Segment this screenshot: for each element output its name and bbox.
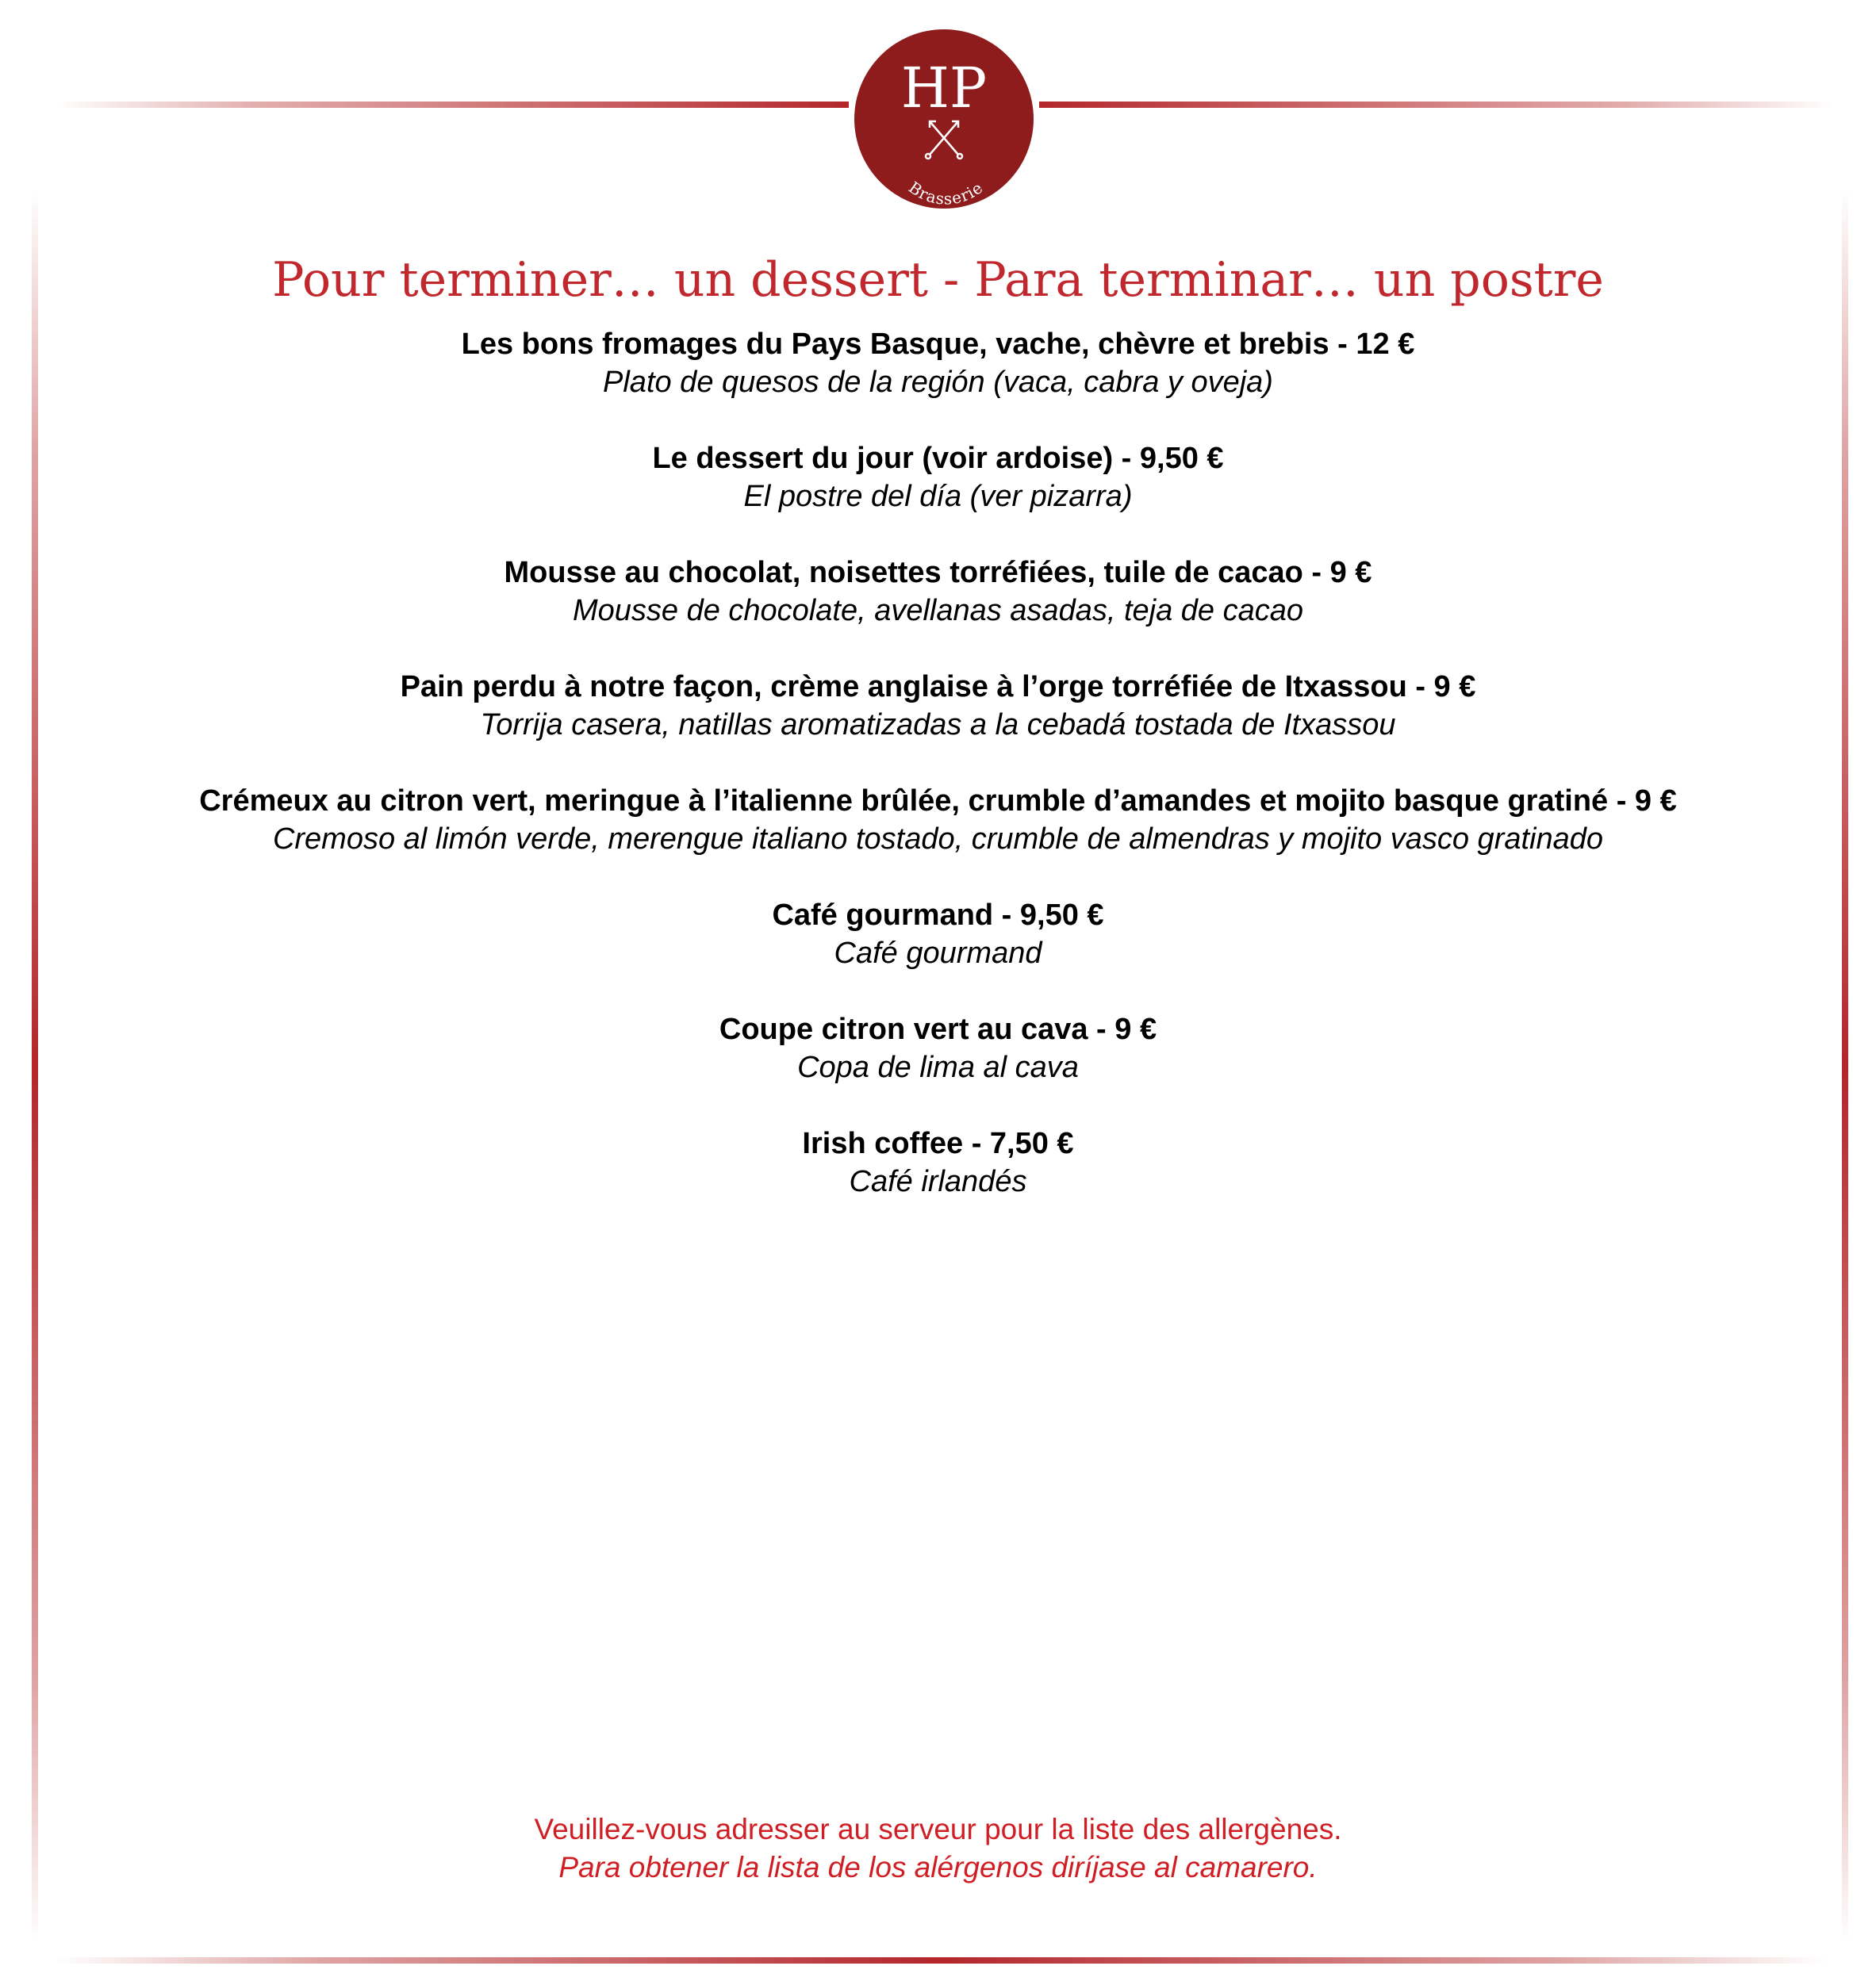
- menu-item: [0, 554, 1876, 668]
- item-description: Copa de lima al cava: [797, 1051, 1079, 1084]
- menu-item: [0, 1010, 1876, 1125]
- brasserie-logo: [853, 28, 1035, 210]
- item-description: Cremoso al limón verde, merengue italiano tostado, crumble de almendras y mojito vasco gratinado: [272, 822, 1604, 856]
- allergen-notice-fr: Veuillez-vous adresser au serveur pour la liste des allergènes.: [534, 1813, 1342, 1845]
- item-description: Café irlandés: [849, 1165, 1027, 1198]
- allergen-notice-es: Para obtener la lista de los alérgenos diríjase al camarero.: [558, 1851, 1318, 1883]
- item-name: Les bons fromages du Pays Basque, vache, chèvre et brebis - 12 €: [461, 328, 1415, 361]
- allergen-notice: [0, 1811, 1876, 1887]
- logo-subtitle: Brasserie: [905, 178, 987, 209]
- item-name: Café gourmand - 9,50 €: [772, 899, 1104, 932]
- menu-item: [0, 1125, 1876, 1239]
- item-name: Coupe citron vert au cava - 9 €: [719, 1013, 1157, 1046]
- item-description: El postre del día (ver pizarra): [743, 480, 1133, 513]
- menu-item: [0, 439, 1876, 554]
- logo-emblem-icon: [853, 28, 1035, 210]
- item-name: Irish coffee - 7,50 €: [802, 1127, 1074, 1160]
- item-description: Torrija casera, natillas aromatizadas a la cebadá tostada de Itxassou: [480, 708, 1396, 742]
- menu-item: [0, 325, 1876, 439]
- item-name: Pain perdu à notre façon, crème anglaise à l’orge torréfiée de Itxassou - 9 €: [400, 670, 1476, 703]
- menu-item: [0, 896, 1876, 1010]
- bottom-border: [56, 1957, 1824, 1964]
- menu-title: Pour terminer… un dessert - Para terminar… un postre: [272, 252, 1604, 308]
- item-description: Mousse de chocolate, avellanas asadas, teja de cacao: [572, 594, 1304, 627]
- item-name: Mousse au chocolat, noisettes torréfiées, tuile de cacao - 9 €: [504, 556, 1372, 589]
- top-border-right: [1039, 102, 1832, 108]
- top-border-left: [56, 102, 849, 108]
- item-name: Le dessert du jour (voir ardoise) - 9,50 €: [652, 442, 1224, 475]
- menu-item: [0, 668, 1876, 782]
- item-name: Crémeux au citron vert, meringue à l’italienne brûlée, crumble d’amandes et mojito basque gratiné - 9 €: [199, 784, 1677, 818]
- logo-letters: HP: [900, 56, 988, 121]
- item-description: Plato de quesos de la región (vaca, cabra y oveja): [603, 366, 1273, 399]
- dessert-menu: [0, 325, 1876, 1239]
- item-description: Café gourmand: [834, 937, 1042, 970]
- menu-item: [0, 782, 1876, 896]
